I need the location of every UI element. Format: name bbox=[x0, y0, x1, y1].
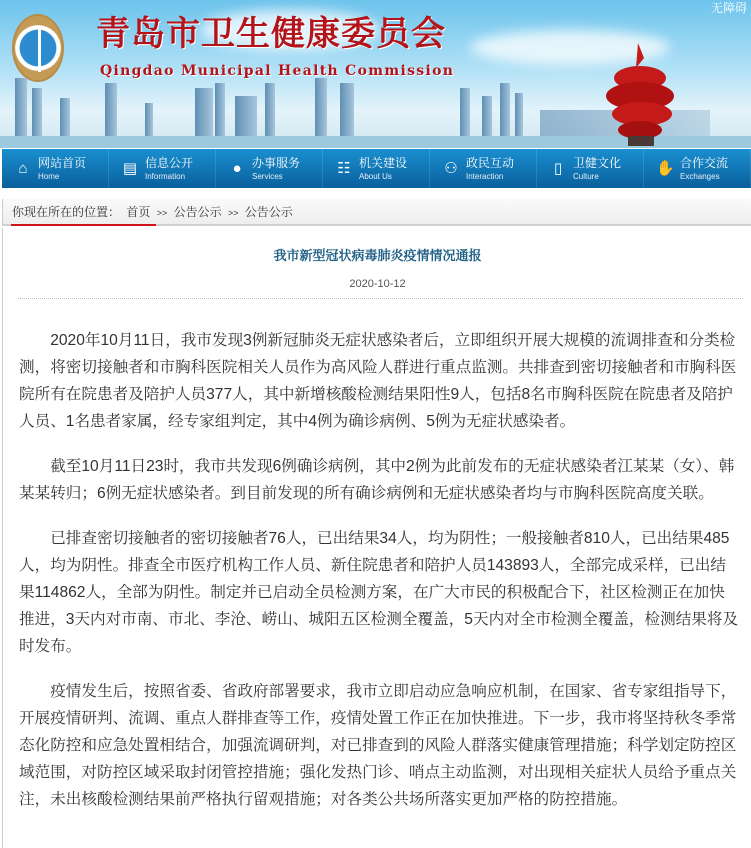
nav-label: 信息公开 bbox=[145, 156, 194, 170]
nav-sublabel: Exchanges bbox=[680, 172, 720, 181]
article-title: 我市新型冠状病毒肺炎疫情情况通报 bbox=[273, 248, 482, 263]
nav-item-home[interactable] bbox=[2, 149, 109, 188]
breadcrumb-separator: >> bbox=[156, 208, 168, 218]
site-name-cn: 青岛市卫生健康委员会 bbox=[96, 14, 446, 54]
accessibility-link[interactable]: 无障碍 bbox=[710, 1, 747, 15]
nav-label: 政民互动 bbox=[466, 156, 515, 170]
main-nav bbox=[2, 149, 751, 188]
header-banner bbox=[0, 0, 751, 148]
nav-sublabel: Home bbox=[38, 172, 60, 181]
article-paragraph: 疫情发生后，按照省委、省政府部署要求，我市立即启动应急响应机制，在国家、省专家组指导下，开展疫情研判、流调、重点人群排查等工作，疫情处置工作正在加快推进。下一步，我市将坚持秋冬季常态化防控和应急处置相结合，加强流调研判，对已排查到的风险人群落实健康管理措施；科学划定防控区域范围，对防控区域采取封闭管控措施；强化发热门诊、哨点主动监测，对出现相关症状人员给予重点关注，未出核酸检测结果前严格执行留观措施；对各类公共场所落实更加严格的防控措施。 bbox=[19, 683, 737, 808]
article-paragraph: 截至10月11日23时，我市共发现6例确诊病例，其中2例为此前发布的无症状感染者江某某（女）、韩某某转归；6例无症状感染者。到目前发现的所有确诊病例和无症状感染者均与市胸科医院高度关联。 bbox=[19, 458, 735, 502]
home-icon: ⌂ bbox=[18, 159, 28, 177]
breadcrumb-notice-link[interactable]: 公告公示 bbox=[173, 205, 222, 219]
nav-sublabel: Interaction bbox=[466, 172, 504, 181]
nav-sublabel: Services bbox=[252, 172, 283, 181]
nav-item-information[interactable] bbox=[109, 149, 216, 188]
breadcrumb-label: 你现在所在的位置： bbox=[12, 205, 121, 219]
nav-sublabel: Information bbox=[145, 172, 186, 181]
nav-item-about-us[interactable] bbox=[323, 149, 430, 188]
handshake-icon: ✋ bbox=[656, 159, 675, 177]
person-icon: ● bbox=[232, 159, 242, 177]
breadcrumb-separator: >> bbox=[227, 208, 239, 218]
nav-item-culture[interactable] bbox=[537, 149, 644, 188]
document-icon: ▤ bbox=[122, 159, 138, 177]
site-name-en: Qingdao Municipal Health Commission bbox=[100, 63, 455, 79]
nav-label: 机关建设 bbox=[359, 156, 408, 170]
people-icon: ⚇ bbox=[444, 159, 458, 177]
nav-item-interaction[interactable] bbox=[430, 149, 537, 188]
nav-label: 合作交流 bbox=[680, 156, 729, 170]
divider bbox=[18, 298, 743, 299]
article-body bbox=[19, 327, 739, 831]
nav-label: 办事服务 bbox=[252, 156, 301, 170]
article bbox=[2, 228, 751, 848]
nav-label: 卫健文化 bbox=[573, 156, 622, 170]
commission-logo bbox=[12, 14, 64, 82]
nav-item-services[interactable] bbox=[216, 149, 323, 188]
breadcrumb-current[interactable]: 公告公示 bbox=[244, 205, 293, 219]
breadcrumb-home-link[interactable]: 首页 bbox=[126, 205, 151, 219]
breadcrumb bbox=[2, 199, 751, 226]
may-fourth-sculpture-image bbox=[600, 38, 680, 146]
org-chart-icon: ☷ bbox=[337, 159, 351, 177]
article-paragraph: 2020年10月11日，我市发现3例新冠肺炎无症状感染者后，立即组织开展大规模的流调排查和分类检测，将密切接触者和市胸科医院相关人员作为高风险人群进行重点监测。共排查到密切接触者和市胸科医院所有在院患者及陪护人员377人，其中新增核酸检测结果阳性9人，包括8名市胸科医院在院患者及陪护人员、1名患者家属，经专家组判定，其中4例为确诊病例、5例为无症状感染者。 bbox=[19, 332, 737, 430]
nav-label: 网站首页 bbox=[38, 156, 87, 170]
nav-sublabel: Culture bbox=[573, 172, 599, 181]
book-icon: ▯ bbox=[553, 159, 563, 177]
nav-sublabel: About Us bbox=[359, 172, 392, 181]
article-paragraph: 已排查密切接触者的密切接触者76人，已出结果34人，均为阴性；一般接触者810人，已出结果485人，均为阴性。排查全市医疗机构工作人员、新住院患者和陪护人员143893人，全部完成采样，已出结果114862人，全部为阴性。制定并已启动全员检测方案，在广大市民的积极配合下，社区检测正在加快推进，3天内对市南、市北、李沧、崂山、城阳五区检测全覆盖，5天内对全市检测全覆盖，检测结果将及时发布。 bbox=[19, 530, 739, 655]
article-date: 2020-10-12 bbox=[349, 278, 406, 290]
nav-item-exchanges[interactable] bbox=[644, 149, 751, 188]
breadcrumb-accent-bar bbox=[11, 224, 156, 226]
